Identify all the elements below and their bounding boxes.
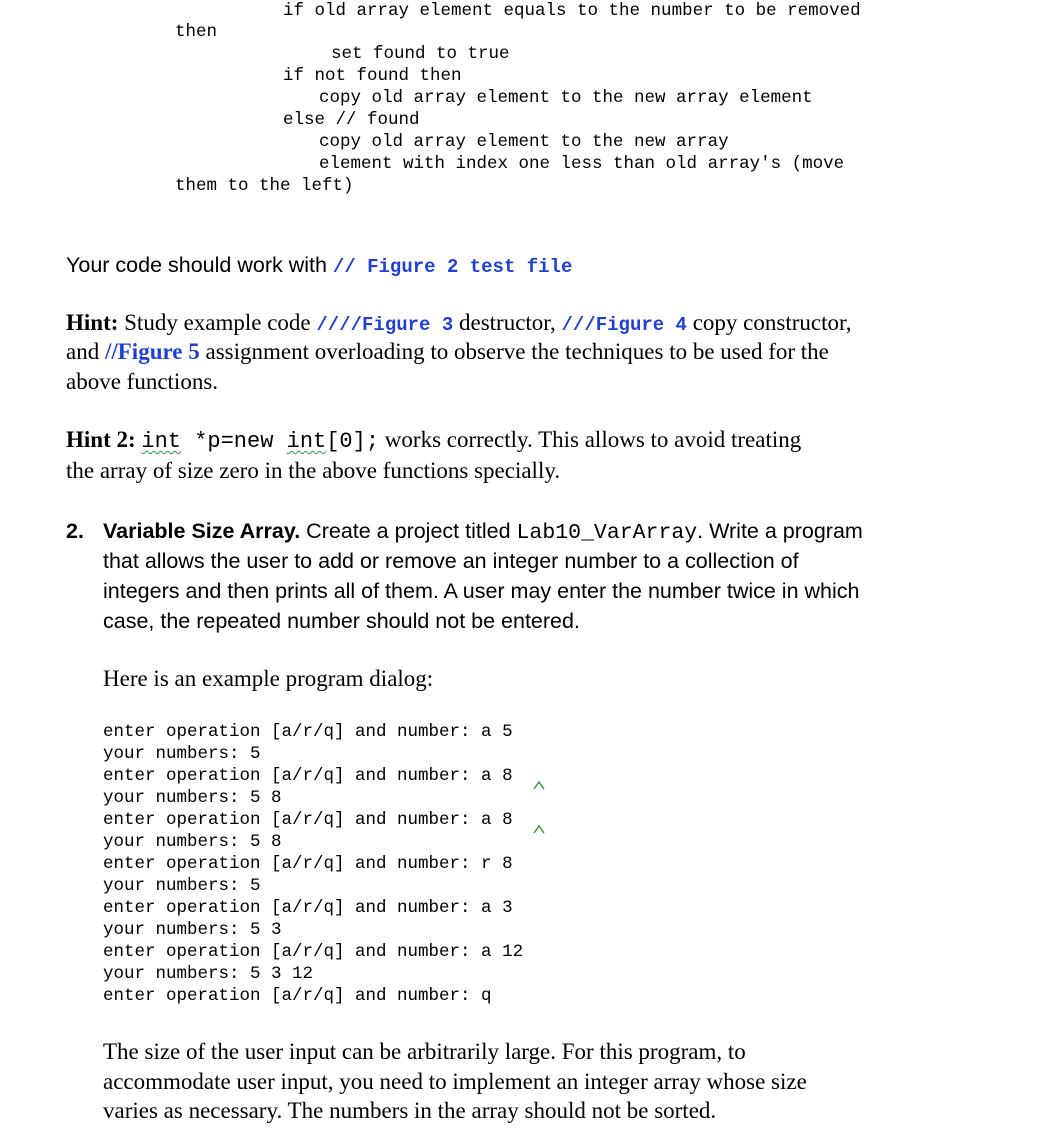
- pseudo-line: copy old array element to the new array: [319, 132, 729, 152]
- pseudo-line: if old array element equals to the number to be removed: [283, 1, 861, 21]
- dialog-line: enter operation [a/r/q] and number: a 8: [103, 810, 513, 830]
- code-fragment: [0];: [326, 429, 380, 454]
- dialog-line: your numbers: 5 3: [103, 920, 282, 940]
- dialog-line: your numbers: 5 3 12: [103, 964, 314, 984]
- closing-line-3: varies as necessary. The numbers in the array should not be sorted.: [103, 1098, 717, 1123]
- hint-text: and: [66, 339, 105, 364]
- dialog-line: enter operation [a/r/q] and number: a 12: [103, 942, 524, 962]
- dialog-line: enter operation [a/r/q] and number: a 8: [103, 766, 513, 786]
- spellcheck-mark-icon: [533, 824, 545, 834]
- dialog-line: enter operation [a/r/q] and number: a 3: [103, 898, 513, 918]
- hint-line-2: [66, 337, 829, 367]
- dialog-line: your numbers: 5 8: [103, 788, 282, 808]
- work-with-text: Your code should work with: [66, 253, 333, 277]
- pseudo-line: if not found then: [283, 66, 462, 86]
- pseudo-line: them to the left): [175, 176, 354, 196]
- hint-label: Hint:: [66, 310, 119, 335]
- hint2-code: [141, 429, 379, 454]
- code-keyword: int: [286, 429, 327, 454]
- hint2-label: Hint 2:: [66, 427, 142, 452]
- code-fragment: *p=new: [181, 429, 287, 454]
- pseudo-line: copy old array element to the new array element: [319, 88, 813, 108]
- dialog-line: enter operation [a/r/q] and number: a 5: [103, 722, 513, 742]
- item-2-line-2: that allows the user to add or remove an integer number to a collection of: [103, 549, 799, 573]
- item-2-line-1: [103, 516, 863, 548]
- dialog-line: enter operation [a/r/q] and number: q: [103, 986, 492, 1006]
- figure-5-reference: //Figure 5: [104, 339, 200, 364]
- dialog-line: enter operation [a/r/q] and number: r 8: [103, 854, 513, 874]
- item-2-text: . Write a program: [697, 519, 863, 543]
- hint-text: destructor,: [453, 310, 562, 335]
- example-intro: Here is an example program dialog:: [103, 666, 434, 691]
- hint-text: Study example code: [118, 310, 317, 335]
- item-2-text: Create a project titled: [300, 519, 517, 543]
- hint-text: assignment overloading to observe the techniques to be used for the: [199, 339, 829, 364]
- item-2-line-3: integers and then prints all of them. A user may enter the number twice in which: [103, 579, 860, 603]
- hint-line-3: above functions.: [66, 369, 219, 394]
- work-with-line: [66, 250, 572, 282]
- item-number: 2.: [66, 519, 84, 543]
- hint-text: copy constructor,: [686, 310, 852, 335]
- hint2-line-2: the array of size zero in the above functions specially.: [66, 458, 561, 483]
- closing-line-2: accommodate user input, you need to implement an integer array whose size: [103, 1069, 807, 1094]
- project-name: Lab10_VarArray: [516, 521, 698, 545]
- spellcheck-mark-icon: [533, 780, 545, 790]
- figure-2-reference: // Figure 2 test file: [332, 256, 573, 278]
- pseudo-line: set found to true: [331, 44, 510, 64]
- closing-line-1: The size of the user input can be arbitrarily large. For this program, to: [103, 1039, 746, 1064]
- dialog-line: your numbers: 5 8: [103, 832, 282, 852]
- item-2-line-4: case, the repeated number should not be entered.: [103, 609, 580, 633]
- dialog-line: your numbers: 5: [103, 744, 261, 764]
- hint-line-1: [66, 308, 851, 340]
- code-keyword: int: [141, 429, 181, 454]
- pseudo-line: else // found: [283, 110, 420, 130]
- figure-3-reference: ////Figure 3: [316, 314, 454, 336]
- dialog-line: your numbers: 5: [103, 876, 261, 896]
- pseudo-line: then: [175, 22, 218, 42]
- pseudo-line: element with index one less than old array's (move: [319, 154, 845, 174]
- hint2-text: works correctly. This allows to avoid treating: [379, 427, 802, 452]
- item-2-title: Variable Size Array.: [103, 519, 301, 543]
- figure-4-reference: ///Figure 4: [561, 314, 687, 336]
- hint2-line-1: [66, 425, 801, 457]
